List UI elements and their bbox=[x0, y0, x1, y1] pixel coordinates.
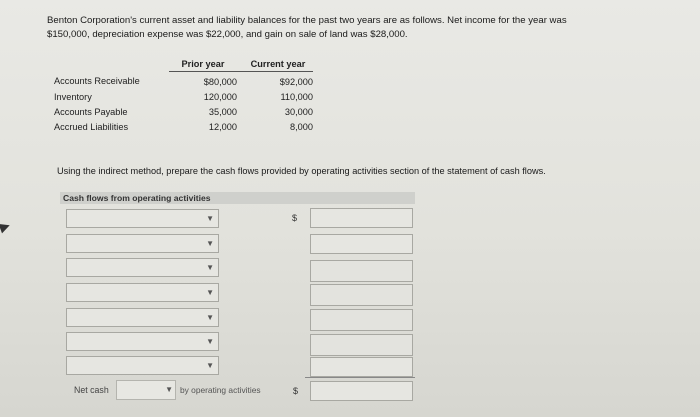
balances-header-row bbox=[54, 56, 313, 72]
operating-amount-input-2[interactable] bbox=[310, 234, 413, 254]
operating-item-select-6[interactable] bbox=[66, 332, 219, 351]
operating-item-select-3[interactable] bbox=[66, 258, 219, 277]
operating-item-select-5[interactable] bbox=[66, 308, 219, 327]
row-prior: $80,000 bbox=[203, 76, 237, 87]
chevron-down-icon: ▼ bbox=[165, 385, 173, 394]
table-row bbox=[54, 72, 313, 90]
row-current: $92,000 bbox=[279, 76, 313, 87]
cashflow-section-header: Cash flows from operating activities bbox=[60, 192, 415, 204]
row-label: Accounts Payable bbox=[54, 106, 128, 117]
balances-table bbox=[54, 56, 313, 134]
dollar-sign: $ bbox=[292, 213, 298, 223]
chevron-down-icon: ▼ bbox=[206, 214, 214, 223]
header-prior-year: Prior year bbox=[169, 56, 243, 72]
instruction-text: Using the indirect method, prepare the cash flows provided by operating activities section of the statement of cash flows. bbox=[57, 166, 546, 176]
row-label: Accounts Receivable bbox=[54, 76, 140, 87]
chevron-down-icon: ▼ bbox=[206, 263, 214, 272]
operating-item-select-2[interactable] bbox=[66, 234, 219, 253]
operating-amount-input-1[interactable] bbox=[310, 208, 413, 228]
net-cash-provided-used-select[interactable] bbox=[116, 380, 176, 400]
total-dollar-sign: $ bbox=[293, 386, 299, 396]
header-label bbox=[54, 56, 169, 72]
header-current-year: Current year bbox=[243, 56, 313, 72]
row-current: 30,000 bbox=[284, 106, 313, 117]
by-operating-activities-label: by operating activities bbox=[180, 385, 261, 395]
chevron-down-icon: ▼ bbox=[206, 313, 214, 322]
chevron-down-icon: ▼ bbox=[206, 361, 214, 370]
operating-item-select-4[interactable] bbox=[66, 283, 219, 302]
operating-amount-input-3[interactable] bbox=[310, 260, 413, 282]
table-row bbox=[54, 104, 313, 119]
mouse-pointer-icon bbox=[0, 221, 11, 234]
intro-line-2: $150,000, depreciation expense was $22,000, and gain on sale of land was $28,000. bbox=[47, 29, 408, 40]
chevron-down-icon: ▼ bbox=[206, 337, 214, 346]
operating-amount-input-5[interactable] bbox=[310, 309, 413, 331]
intro-line-1: Benton Corporation's current asset and liability balances for the past two years are as follows. Net income for the year was bbox=[47, 15, 567, 26]
table-row bbox=[54, 89, 313, 104]
row-label: Inventory bbox=[54, 91, 92, 102]
total-underline bbox=[305, 377, 415, 378]
chevron-down-icon: ▼ bbox=[206, 288, 214, 297]
row-current: 110,000 bbox=[280, 91, 313, 102]
row-prior: 120,000 bbox=[203, 91, 237, 102]
operating-item-select-7[interactable] bbox=[66, 356, 219, 375]
row-prior: 12,000 bbox=[208, 121, 237, 132]
net-cash-label: Net cash bbox=[74, 385, 109, 395]
row-prior: 35,000 bbox=[208, 106, 237, 117]
row-current: 8,000 bbox=[290, 121, 313, 132]
row-label: Accrued Liabilities bbox=[54, 121, 129, 132]
problem-intro bbox=[47, 14, 647, 42]
operating-amount-input-7[interactable] bbox=[310, 357, 413, 377]
operating-item-select-1[interactable] bbox=[66, 209, 219, 228]
chevron-down-icon: ▼ bbox=[206, 239, 214, 248]
table-row bbox=[54, 119, 313, 134]
operating-amount-input-6[interactable] bbox=[310, 334, 413, 356]
net-cash-amount-input[interactable] bbox=[310, 381, 413, 401]
operating-amount-input-4[interactable] bbox=[310, 284, 413, 306]
